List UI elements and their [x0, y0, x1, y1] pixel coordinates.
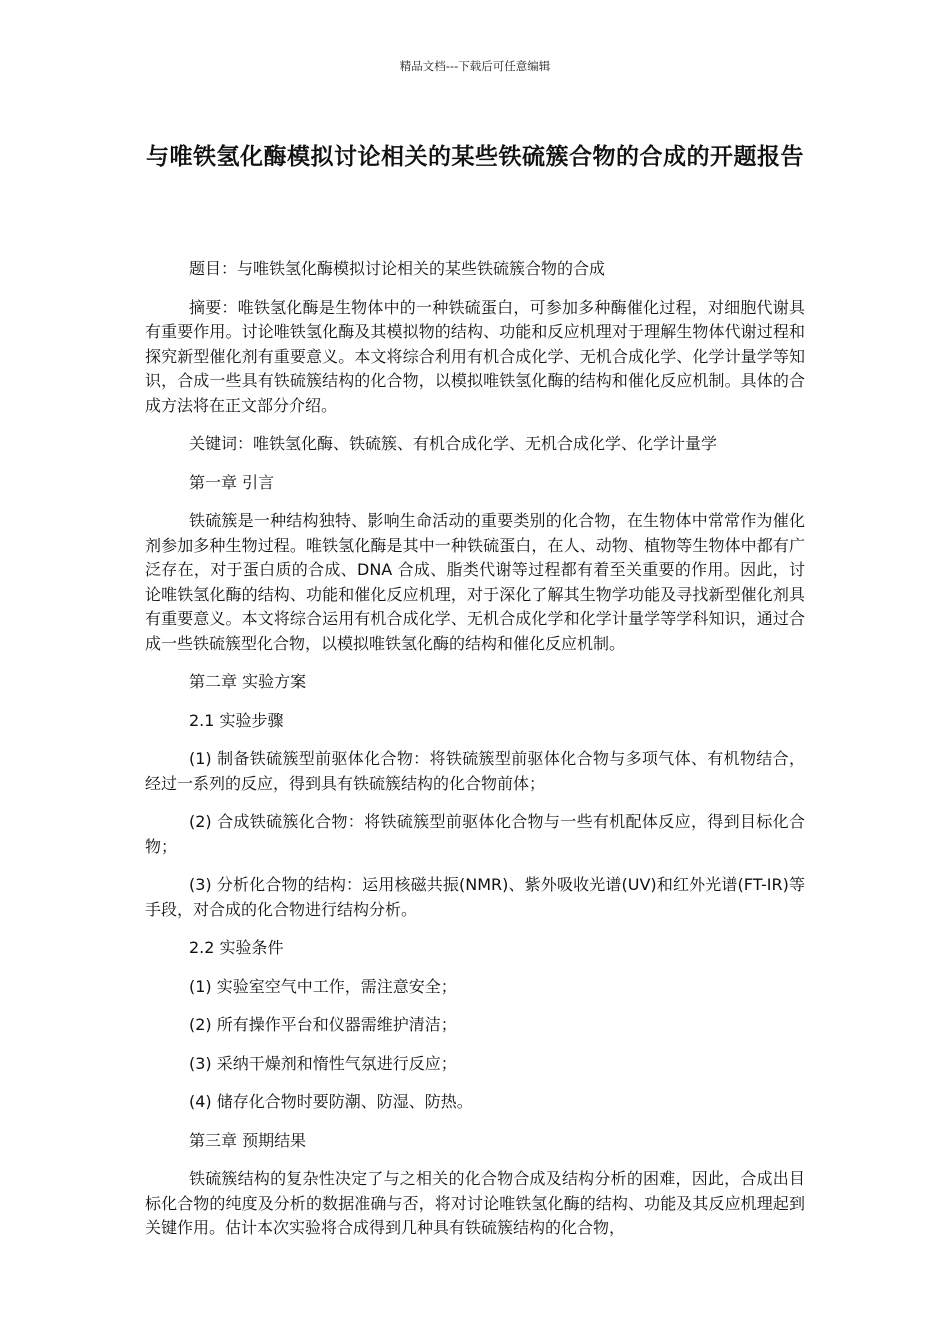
page-header: 精品文档---下载后可任意编辑: [399, 59, 551, 73]
chapter-3-heading: 第三章 预期结果: [189, 1130, 307, 1150]
chapter-2-heading: 第二章 实验方案: [189, 672, 307, 691]
step-2-paragraph: (2) 合成铁硫簇化合物：将铁硫簇型前驱体化合物与一些有机配体反应，得到目标化合物；: [145, 812, 805, 856]
condition-1: (1) 实验室空气中工作，需注意安全；: [189, 976, 457, 996]
chapter-1-heading: 第一章 引言: [189, 472, 275, 492]
document-title: 与唯铁氢化酶模拟讨论相关的某些铁硫簇合物的合成的开题报告: [146, 144, 804, 170]
expected-results-paragraph: 铁硫簇结构的复杂性决定了与之相关的化合物合成及结构分析的困难，因此，合成出目标化合物的纯度及分析的数据准确与否，将对讨论唯铁氢化酶的结构、功能及其反应机理起到关键作用。估计本次实验将合成得到几种具有铁硫簇结构的化合物，: [145, 1169, 805, 1237]
step-1-paragraph: (1) 制备铁硫簇型前驱体化合物：将铁硫簇型前驱体化合物与多项气体、有机物结合，经过一系列的反应，得到具有铁硫簇结构的化合物前体；: [145, 749, 805, 793]
section-2-2-heading: 2.2 实验条件: [189, 938, 284, 957]
condition-2: (2) 所有操作平台和仪器需维护清洁；: [189, 1015, 457, 1034]
condition-3: (3) 采纳干燥剂和惰性气氛进行反应；: [189, 1053, 457, 1073]
introduction-paragraph: 铁硫簇是一种结构独特、影响生命活动的重要类别的化合物，在生物体中常常作为催化剂参加多种生物过程。唯铁氢化酶是其中一种铁硫蛋白，在人、动物、植物等生物体中都有广泛存在，对于蛋白质的合成、DNA 合成、脂类代谢等过程都有着至关重要的作用。因此，讨论唯铁氢化酶的结构、功能和催化反应机理，对于深化了解其生物学功能及寻找新型催化剂具有重要意义。本文将综合运用有机合成化学、无机合成化学和化学计量学等学科知识，通过合成一些铁硫簇型化合物，以模拟唯铁氢化酶的结构和催化反应机制。: [145, 511, 805, 653]
topic-line: 题目：与唯铁氢化酶模拟讨论相关的某些铁硫簇合物的合成: [189, 259, 606, 278]
document-body: [145, 257, 805, 1241]
keywords-line: 关键词：唯铁氢化酶、铁硫簇、有机合成化学、无机合成化学、化学计量学: [189, 434, 718, 453]
section-2-1-heading: 2.1 实验步骤: [189, 710, 284, 730]
condition-4: (4) 储存化合物时要防潮、防湿、防热。: [189, 1092, 473, 1111]
step-3-paragraph: (3) 分析化合物的结构：运用核磁共振(NMR)、紫外吸收光谱(UV)和红外光谱(FT-IR)等手段，对合成的化合物进行结构分析。: [145, 875, 805, 919]
abstract-paragraph: 摘要：唯铁氢化酶是生物体中的一种铁硫蛋白，可参加多种酶催化过程，对细胞代谢具有重要作用。讨论唯铁氢化酶及其模拟物的结构、功能和反应机理对于理解生物体代谢过程和探究新型催化剂有重要意义。本文将综合利用有机合成化学、无机合成化学、化学计量学等知识，合成一些具有铁硫簇结构的化合物，以模拟唯铁氢化酶的结构和催化反应机制。具体的合成方法将在正文部分介绍。: [145, 297, 805, 415]
